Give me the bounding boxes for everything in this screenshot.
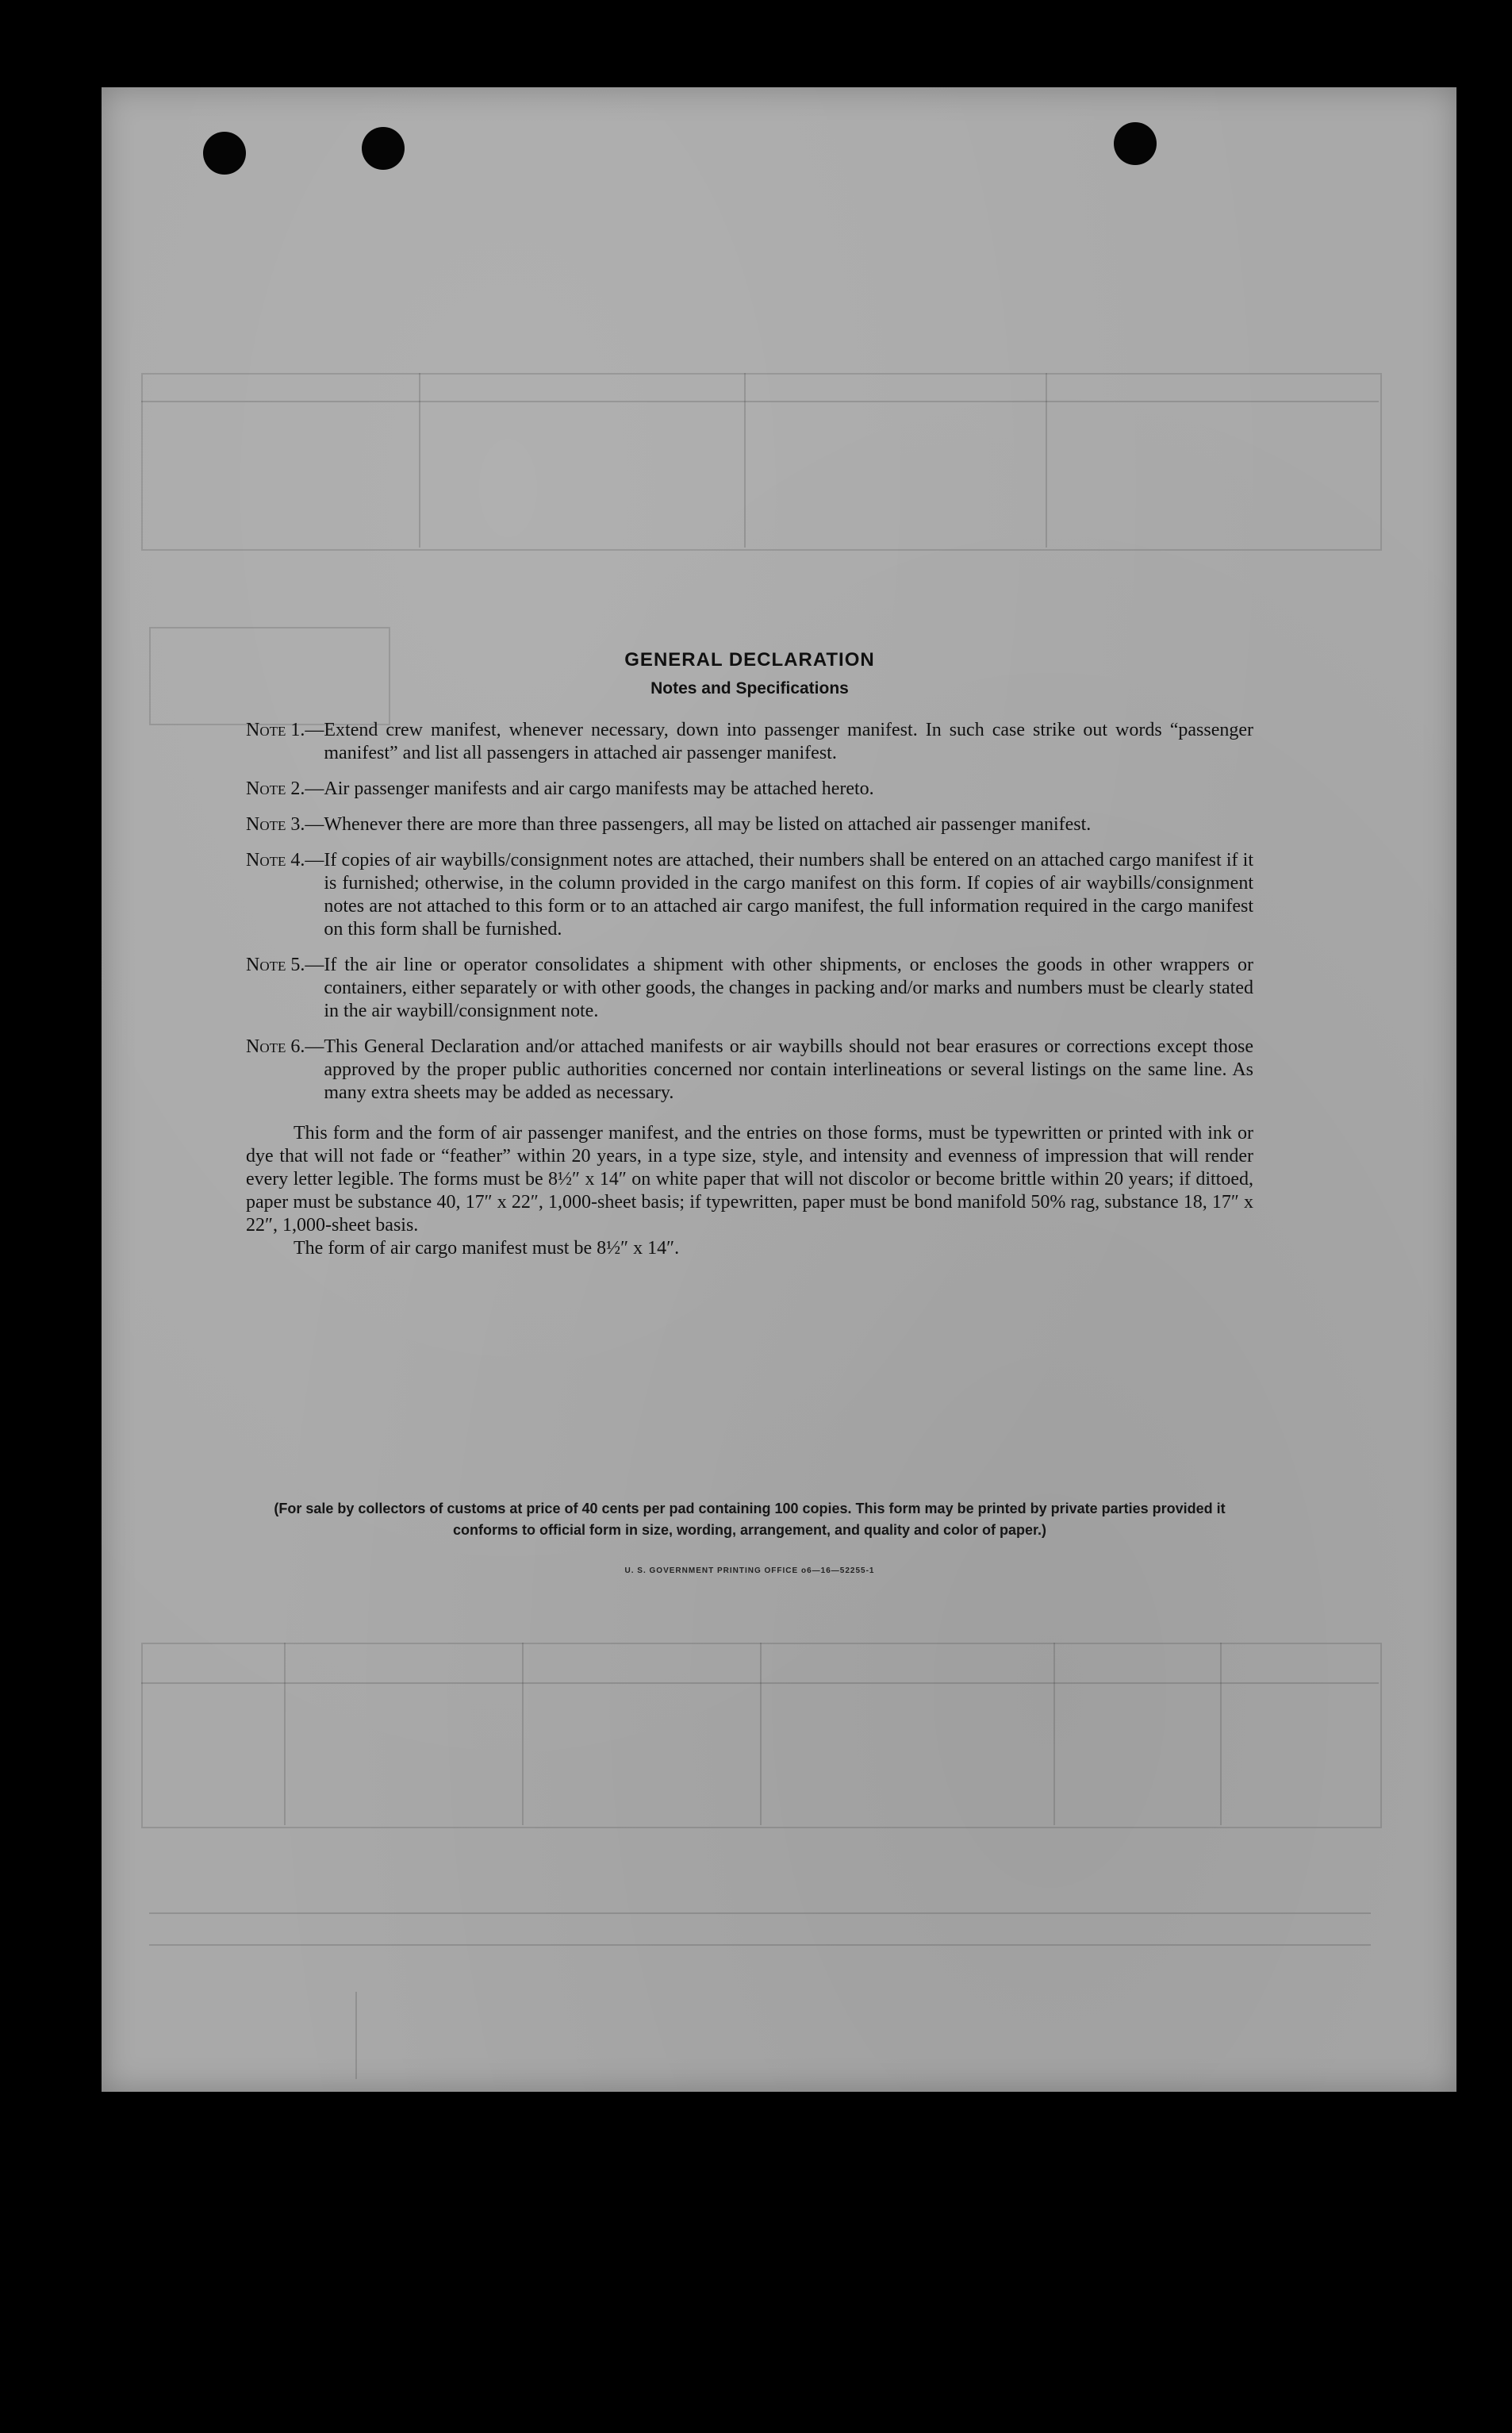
printing-office-imprint: U. S. GOVERNMENT PRINTING OFFICE o6—16—52255-1 <box>624 1566 875 1575</box>
form-specification-paragraph: This form and the form of air passenger manifest, and the entries on those forms, must be typewritten or printed with ink or dye that will not fade or “feather” within 20 years, in a type size, style, and intensity and evenness of impression that will render every letter legible. The forms must be 8½″ x 14″ on white paper that will not discolor or become brittle within 20 years; if dittoed, paper must be substance 40, 17″ x 22″, 1,000-sheet basis; if typewritten, paper must be bond manifold 50% rag, substance 18, 17″ x 22″, 1,000-sheet basis. <box>246 1123 1253 1236</box>
bleed-through-rule <box>522 1643 524 1825</box>
document-heading: GENERAL DECLARATION <box>624 649 875 671</box>
bleed-through-rule <box>1053 1643 1055 1825</box>
bleed-through-rule <box>1046 373 1047 548</box>
note-dash: — <box>305 778 324 799</box>
bleed-through-cargo-table <box>141 1643 1382 1828</box>
bleed-through-rule <box>419 373 420 548</box>
note-text: Whenever there are more than three passengers, all may be listed on attached air passenger manifest. <box>324 814 1092 835</box>
note-dash: — <box>305 850 324 871</box>
note-dash: — <box>305 720 324 740</box>
note-label: Note 2. <box>246 778 305 799</box>
notes-section <box>246 649 1253 1260</box>
note-text: If copies of air waybills/consignment notes are attached, their numbers shall be entered on an attached cargo manifest if it is furnished; otherwise, in the column provided in the cargo manifest on this form. If copies of air waybills/consignment notes are not attached to this form or to an attached air cargo manifest, the full information required in the cargo manifest on this form shall be furnished. <box>324 850 1253 940</box>
note-label: Note 4. <box>246 850 305 871</box>
sale-notice: (For sale by collectors of customs at price of 40 cents per pad containing 100 copies. This form may be printed by private parties provided it conforms to official form in size, wording, arrangement, and quality and color of paper.) <box>274 1501 1226 1538</box>
note-text: If the air line or operator consolidates a shipment with other shipments, or encloses the goods in other wrappers or containers, either separately or with other goods, the changes in packing and/or marks and numbers must be clearly stated in the air waybill/consignment note. <box>324 955 1253 1021</box>
bleed-through-rule <box>141 401 1379 402</box>
note-text: Air passenger manifests and air cargo manifests may be attached hereto. <box>324 778 874 799</box>
note-label: Note 1. <box>246 720 305 740</box>
note-label: Note 6. <box>246 1036 305 1057</box>
document-subheading: Notes and Specifications <box>650 679 849 698</box>
note-dash: — <box>305 814 324 835</box>
note-label: Note 5. <box>246 955 305 975</box>
bleed-through-rule <box>760 1643 762 1825</box>
note-4 <box>246 849 1253 941</box>
note-dash: — <box>305 955 324 975</box>
note-6 <box>246 1036 1253 1105</box>
note-1 <box>246 719 1253 765</box>
bleed-through-rule <box>1220 1643 1222 1825</box>
note-5 <box>246 954 1253 1023</box>
bleed-through-rule <box>149 1912 1371 1914</box>
note-dash: — <box>305 1036 324 1057</box>
note-text: This General Declaration and/or attached manifests or air waybills should not bear erasures or corrections except those approved by the proper public authorities concerned nor contain interlineations or several listings on the same line. As many extra sheets may be added as necessary. <box>324 1036 1253 1103</box>
bleed-through-rule <box>284 1643 286 1825</box>
bleed-through-rule <box>149 1944 1371 1946</box>
bleed-through-rule <box>744 373 746 548</box>
punch-hole <box>1114 122 1157 165</box>
punch-hole <box>203 132 246 175</box>
bleed-through-itinerary-table <box>141 373 1382 551</box>
cargo-manifest-size-note: The form of air cargo manifest must be 8½″ x 14″. <box>294 1238 680 1259</box>
note-2 <box>246 778 1253 801</box>
note-3 <box>246 813 1253 836</box>
note-label: Note 3. <box>246 814 305 835</box>
bleed-through-rule <box>355 1992 357 2079</box>
punch-hole <box>362 127 405 170</box>
note-text: Extend crew manifest, whenever necessary, down into passenger manifest. In such case strike out words “passenger manifest” and list all passengers in attached air passenger manifest. <box>324 720 1253 763</box>
